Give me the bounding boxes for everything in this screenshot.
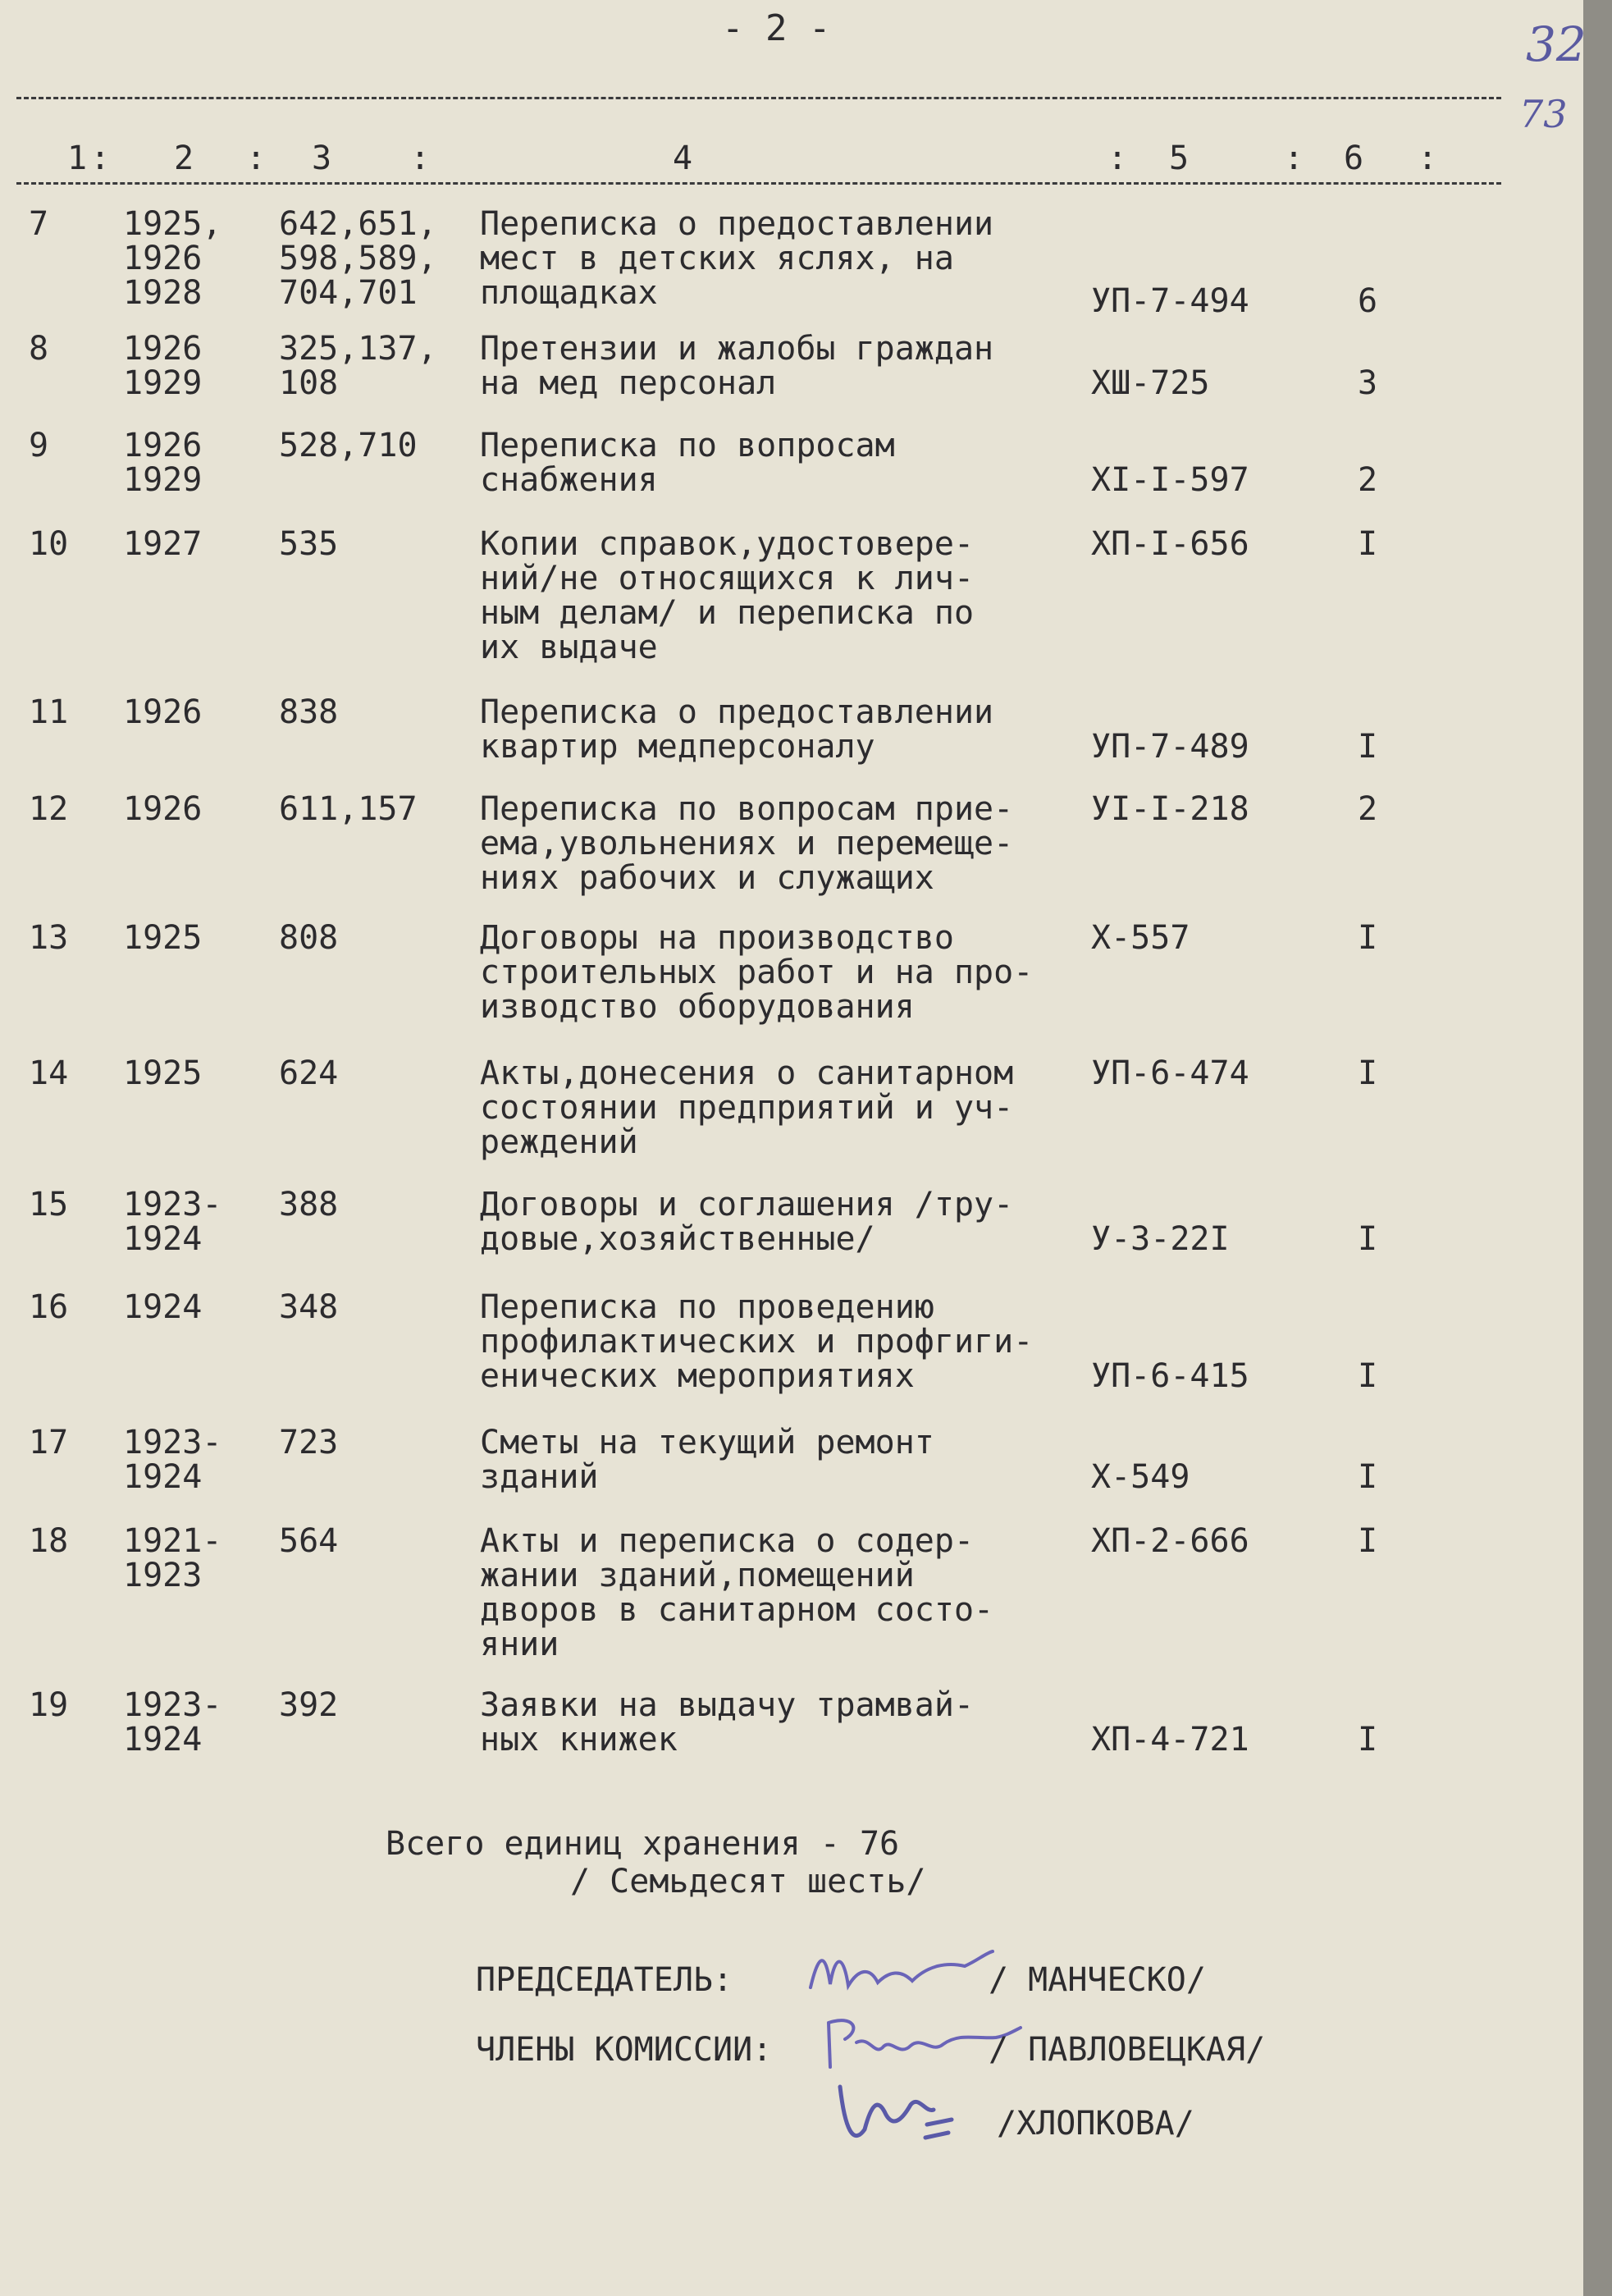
row-number: 7: [29, 205, 49, 243]
row-case-numbers-line: 642,651,: [279, 205, 437, 243]
row-title-line: их выдаче: [480, 629, 658, 666]
row-years-line: 1926: [123, 240, 203, 277]
row-index: УI-I-218: [1091, 790, 1249, 828]
row-index: XП-2-666: [1091, 1522, 1249, 1560]
row-title-line: ниях рабочих и служащих: [480, 859, 934, 897]
top-rule: [16, 97, 1501, 99]
row-title-line: Переписка по вопросам прие-: [480, 790, 1014, 828]
row-number: 8: [29, 330, 49, 368]
row-number: 18: [29, 1522, 69, 1560]
row-count: I: [1358, 1357, 1378, 1395]
row-years-line: 1925,: [123, 205, 222, 243]
chairman-label: ПРЕДСЕДАТЕЛЬ:: [476, 1961, 733, 1999]
row-count: I: [1358, 1721, 1378, 1759]
row-index: X-549: [1091, 1458, 1190, 1496]
column-separator: :: [1107, 139, 1128, 177]
row-index: УП-7-489: [1091, 728, 1249, 766]
row-number: 17: [29, 1424, 69, 1461]
row-number: 9: [29, 427, 49, 464]
row-years-line: 1929: [123, 461, 203, 499]
row-count: 2: [1358, 461, 1378, 499]
row-case-numbers-line: 838: [279, 693, 339, 731]
column-number-1: 1: [67, 139, 88, 177]
column-separator: :: [1418, 139, 1438, 177]
row-title-line: довые,хозяйственные/: [480, 1220, 875, 1258]
row-title-line: Переписка о предоставлении: [480, 693, 994, 731]
row-years-line: 1924: [123, 1721, 203, 1759]
row-number: 10: [29, 525, 69, 563]
column-separator: :: [246, 139, 267, 177]
row-title-line: янии: [480, 1626, 559, 1663]
row-case-numbers-line: 108: [279, 364, 339, 402]
row-number: 12: [29, 790, 69, 828]
row-case-numbers-line: 564: [279, 1522, 339, 1560]
row-case-numbers-line: 611,157: [279, 790, 418, 828]
row-number: 11: [29, 693, 69, 731]
row-count: I: [1358, 1220, 1378, 1258]
row-case-numbers-line: 723: [279, 1424, 339, 1461]
row-title-line: на мед персонал: [480, 364, 777, 402]
chairman-name: / МАНЧЕСКО/: [989, 1961, 1206, 1999]
row-title-line: дворов в санитарном состо-: [480, 1591, 994, 1629]
row-title-line: ний/не относящихся к лич-: [480, 560, 975, 597]
row-index: XI-I-597: [1091, 461, 1249, 499]
row-case-numbers-line: 808: [279, 919, 339, 957]
row-title-line: ема,увольнениях и перемеще-: [480, 825, 1014, 862]
row-case-numbers-line: 598,589,: [279, 240, 437, 277]
row-index: УП-6-415: [1091, 1357, 1249, 1395]
commission-members-label: ЧЛЕНЫ КОМИССИИ:: [476, 2031, 773, 2069]
row-count: I: [1358, 525, 1378, 563]
row-years-line: 1923: [123, 1557, 203, 1594]
row-index: X-557: [1091, 919, 1190, 957]
row-count: 6: [1358, 282, 1378, 320]
row-title-line: Переписка по вопросам: [480, 427, 895, 464]
row-title-line: состоянии предприятий и уч-: [480, 1089, 1014, 1127]
row-number: 13: [29, 919, 69, 957]
row-title-line: ным делам/ и переписка по: [480, 594, 975, 632]
column-separator: :: [90, 139, 111, 177]
row-count: I: [1358, 728, 1378, 766]
row-count: I: [1358, 919, 1378, 957]
chairman-signature: [804, 1937, 1001, 2002]
row-years-line: 1929: [123, 364, 203, 402]
row-years-line: 1926: [123, 427, 203, 464]
row-title-line: Договоры и соглашения /тру-: [480, 1186, 1014, 1223]
row-title-line: енических мероприятиях: [480, 1357, 915, 1395]
row-index: УП-7-494: [1091, 282, 1249, 320]
row-years-line: 1926: [123, 790, 203, 828]
page-number: - 2 -: [722, 7, 831, 49]
member2-signature: [829, 2072, 968, 2162]
row-case-numbers-line: 528,710: [279, 427, 418, 464]
row-years-line: 1924: [123, 1288, 203, 1326]
row-title-line: ных книжек: [480, 1721, 678, 1759]
row-count: 2: [1358, 790, 1378, 828]
row-title-line: Претензии и жалобы граждан: [480, 330, 994, 368]
row-title-line: квартир медперсоналу: [480, 728, 875, 766]
corner-mark: 73: [1519, 92, 1568, 136]
row-years-line: 1926: [123, 693, 203, 731]
member1-name: / ПАВЛОВЕЦКАЯ/: [989, 2031, 1266, 2069]
row-count: I: [1358, 1054, 1378, 1092]
row-title-line: Копии справок,удостовере-: [480, 525, 975, 563]
row-count: I: [1358, 1522, 1378, 1560]
row-years-line: 1923-: [123, 1424, 222, 1461]
row-index: XП-I-656: [1091, 525, 1249, 563]
row-title-line: Переписка о предоставлении: [480, 205, 994, 243]
row-case-numbers-line: 704,701: [279, 274, 418, 312]
row-case-numbers-line: 624: [279, 1054, 339, 1092]
member2-name: /ХЛОПКОВА/: [997, 2105, 1194, 2143]
row-index: УП-6-474: [1091, 1054, 1249, 1092]
row-title-line: площадках: [480, 274, 658, 312]
row-case-numbers-line: 388: [279, 1186, 339, 1223]
row-title-line: жании зданий,помещений: [480, 1557, 915, 1594]
total-units-line: Всего единиц хранения - 76: [386, 1825, 900, 1863]
row-years-line: 1925: [123, 919, 203, 957]
row-years-line: 1923-: [123, 1186, 222, 1223]
column-number-4: 4: [673, 139, 693, 177]
row-title-line: строительных работ и на про-: [480, 954, 1034, 991]
row-title-line: Акты,донесения о санитарном: [480, 1054, 1014, 1092]
row-title-line: зданий: [480, 1458, 599, 1496]
row-title-line: изводство оборудования: [480, 988, 915, 1026]
column-number-2: 2: [174, 139, 194, 177]
total-units-words: / Семьдесят шесть/: [570, 1863, 926, 1900]
row-title-line: Заявки на выдачу трамвай-: [480, 1686, 975, 1724]
row-title-line: Договоры на производство: [480, 919, 954, 957]
row-years-line: 1921-: [123, 1522, 222, 1560]
row-index: У-3-22I: [1091, 1220, 1230, 1258]
row-title-line: снабжения: [480, 461, 658, 499]
row-title-line: реждений: [480, 1123, 638, 1161]
column-number-6: 6: [1344, 139, 1364, 177]
row-case-numbers-line: 392: [279, 1686, 339, 1724]
column-separator: :: [1284, 139, 1304, 177]
column-separator: :: [410, 139, 431, 177]
row-number: 15: [29, 1186, 69, 1223]
row-years-line: 1924: [123, 1458, 203, 1496]
row-title-line: мест в детских яслях, на: [480, 240, 954, 277]
row-number: 19: [29, 1686, 69, 1724]
row-number: 16: [29, 1288, 69, 1326]
row-index: XШ-725: [1091, 364, 1210, 402]
row-title-line: Сметы на текущий ремонт: [480, 1424, 934, 1461]
header-rule: [16, 182, 1501, 185]
row-years-line: 1925: [123, 1054, 203, 1092]
column-number-5: 5: [1169, 139, 1190, 177]
row-years-line: 1928: [123, 274, 203, 312]
row-number: 14: [29, 1054, 69, 1092]
row-count: 3: [1358, 364, 1378, 402]
row-index: XП-4-721: [1091, 1721, 1249, 1759]
row-years-line: 1923-: [123, 1686, 222, 1724]
row-title-line: Переписка по проведению: [480, 1288, 934, 1326]
row-count: I: [1358, 1458, 1378, 1496]
column-number-3: 3: [312, 139, 332, 177]
row-title-line: Акты и переписка о содер-: [480, 1522, 975, 1560]
row-case-numbers-line: 535: [279, 525, 339, 563]
archive-sheet-number: 32: [1526, 16, 1587, 72]
row-title-line: профилактических и профгиги-: [480, 1323, 1034, 1361]
row-years-line: 1927: [123, 525, 203, 563]
row-years-line: 1924: [123, 1220, 203, 1258]
row-case-numbers-line: 325,137,: [279, 330, 437, 368]
row-years-line: 1926: [123, 330, 203, 368]
row-case-numbers-line: 348: [279, 1288, 339, 1326]
